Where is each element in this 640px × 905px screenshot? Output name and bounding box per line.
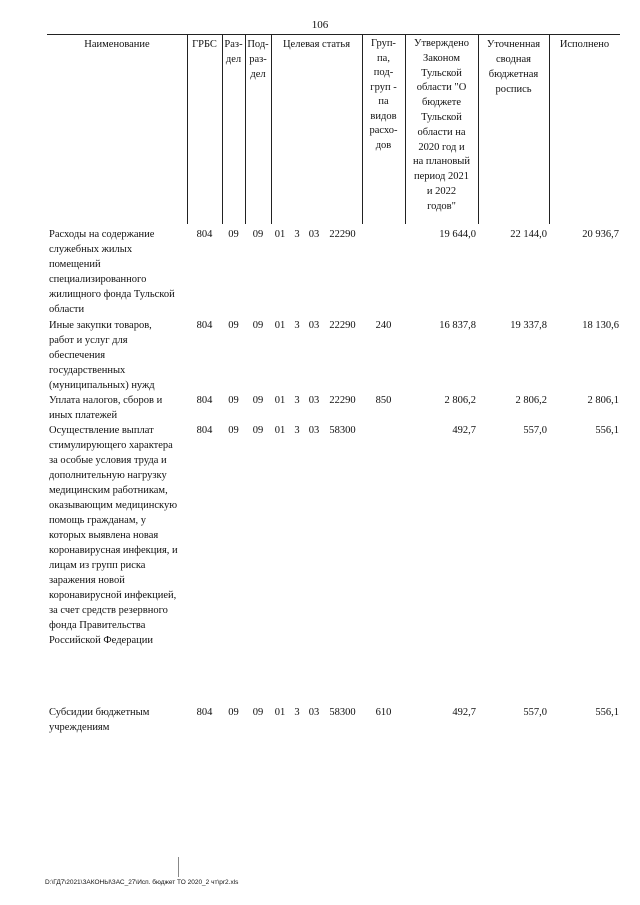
row-refined: 557,0 [523,707,547,718]
header-approved: Утверждено Законом Тульской области "О бюджете Тульской области на 2020 год и на плановый период 2021 и 2022 годов" [413,38,470,212]
row-name: Расходы на содержание служебных жилых помещений специализированного жилищного фонда Тульской области [49,229,175,315]
row-target-4: 22290 [329,395,356,406]
row-refined: 2 806,2 [515,395,547,406]
table-row [49,705,622,735]
row-razdel: 09 [228,395,239,406]
row-target-1: 01 [274,425,286,436]
table-header [47,34,620,224]
header-target-article: Целевая статья [282,39,351,50]
table-row [49,423,622,688]
header-refined: Уточненная сводная бюджетная роспись [486,39,541,95]
row-target-3: 03 [308,320,320,331]
header-executed: Исполнено [559,39,610,50]
table-row [49,318,622,393]
row-group: 610 [375,707,392,718]
row-podrazdel: 09 [252,425,264,436]
scan-mark [178,857,179,877]
row-grbs: 804 [196,707,213,718]
row-executed: 20 936,7 [582,229,619,240]
header-grbs: ГРБС [192,39,217,50]
row-target-2: 3 [294,320,300,331]
header-podrazdel: Под- раз- дел [247,39,269,80]
table-row [49,227,622,317]
row-executed: 556,1 [595,425,619,436]
row-name: Иные закупки товаров, работ и услуг для обеспечения государственных (муниципальных) нужд [49,320,155,391]
row-razdel: 09 [228,707,239,718]
row-target-1: 01 [274,229,286,240]
row-target-4: 58300 [329,707,356,718]
row-target-2: 3 [294,425,300,436]
row-approved: 2 806,2 [444,395,476,406]
row-grbs: 804 [196,425,213,436]
row-grbs: 804 [196,395,213,406]
row-executed: 2 806,1 [587,395,619,406]
row-group: 240 [375,320,392,331]
header-razdel: Раз- дел [224,39,243,65]
row-refined: 557,0 [523,425,547,436]
row-razdel: 09 [228,320,239,331]
row-podrazdel: 09 [252,229,264,240]
column-divider [271,34,272,224]
row-target-2: 3 [294,707,300,718]
file-path-footer: D:\ГД7\2021\ЗАКОНЫ\ЗАС_27\Исп. бюджет ТО 2020_2 чт\pr2.xls [45,879,239,886]
row-target-3: 03 [308,229,320,240]
row-target-3: 03 [308,707,320,718]
row-target-4: 58300 [329,425,356,436]
row-target-4: 22290 [329,320,356,331]
row-refined: 19 337,8 [510,320,547,331]
row-name: Осуществление выплат стимулирующего характера за особые условия труда и дополнительную нагрузку медицинским работникам, оказывающим медицинскую помощь гражданам, у которых выявлена новая коронавирусная инфекция, и лицам из групп риска заражения новой коронавирусной инфекцией, за счет средств резервного фонда Правительства Российской Федерации [49,425,178,646]
header-group: Груп- па, под- груп - па видов расхо- дов [369,38,398,151]
row-approved: 19 644,0 [439,229,476,240]
row-grbs: 804 [196,320,213,331]
row-target-3: 03 [308,395,320,406]
row-name: Субсидии бюджетным учреждениям [49,707,150,733]
row-podrazdel: 09 [252,320,264,331]
row-approved: 492,7 [452,707,476,718]
row-razdel: 09 [228,229,239,240]
row-refined: 22 144,0 [510,229,547,240]
row-target-1: 01 [274,320,286,331]
row-target-2: 3 [294,229,300,240]
row-executed: 18 130,6 [582,320,619,331]
row-grbs: 804 [196,229,213,240]
row-target-1: 01 [274,707,286,718]
column-divider [187,34,188,224]
row-razdel: 09 [228,425,239,436]
column-divider [549,34,550,224]
row-target-4: 22290 [329,229,356,240]
row-target-3: 03 [308,425,320,436]
header-name: Наименование [84,39,150,50]
page-number: 106 [311,19,329,31]
row-target-2: 3 [294,395,300,406]
row-executed: 556,1 [595,707,619,718]
table-row [49,393,622,423]
row-approved: 16 837,8 [439,320,476,331]
row-podrazdel: 09 [252,395,264,406]
row-name: Уплата налогов, сборов и иных платежей [49,395,163,421]
header-top-border [47,34,620,35]
row-approved: 492,7 [452,425,476,436]
row-group: 850 [375,395,392,406]
row-target-1: 01 [274,395,286,406]
row-podrazdel: 09 [252,707,264,718]
